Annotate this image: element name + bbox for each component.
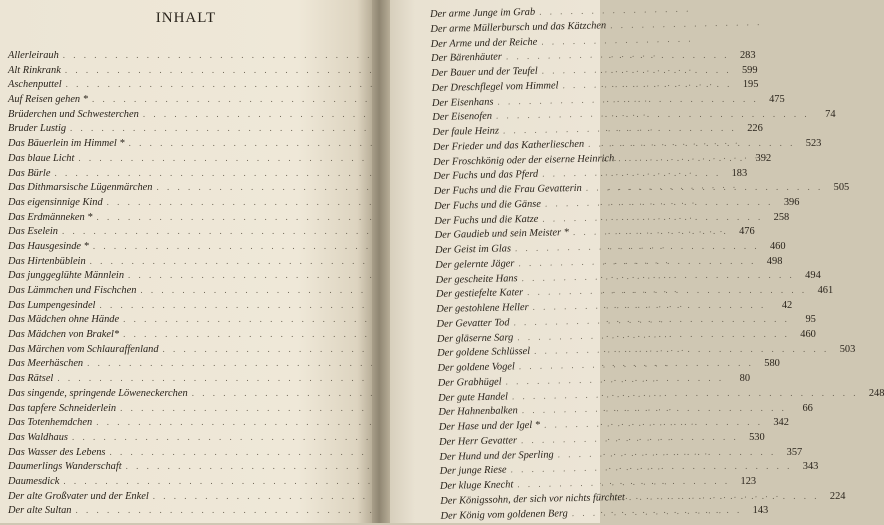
toc-entry-title: Das Hausgesinde * [8,240,89,252]
toc-entry-page: 392 [755,152,772,164]
toc-entry-page: 580 [764,358,780,370]
toc-entry-title: Der Frieder und das Katherlieschen [432,138,585,153]
toc-entry-title: Der alte Sultan [8,505,72,517]
toc-entry-title: Das Wasser des Lebens [8,446,106,458]
toc-entry-title: Der Fuchs und die Frau Gevatterin [433,182,582,197]
dot-leader [505,373,657,386]
toc-entry-page: 343 [802,461,819,473]
toc-entry-title: Das Erdmänneken * [8,211,93,223]
dot-leader [506,48,658,61]
toc-entry-title: Der gelernte Jäger [435,258,515,271]
toc-entry-title: Der gläserne Sarg [436,331,514,345]
dot-leader [541,33,693,46]
dot-leader [517,329,669,342]
dot-leader [512,388,664,401]
toc-entry-page: 503 [839,343,856,355]
dot-leader [572,504,724,517]
toc-entry-title: Das singende, springende Löweneckerchen [8,387,188,399]
toc-entry-title: Der Eisenhans [431,96,494,109]
toc-entry-title: Auf Reisen gehen * [8,94,88,106]
dot-leader [497,93,649,106]
toc-entry-title: Das tapfere Schneiderlein [8,402,117,414]
toc-entry-page: 66 [802,402,813,414]
toc-entry-title: Das Eselein [8,226,58,238]
dot-leader [521,432,673,445]
toc-entry-title: Das Lämmchen und Fischchen [8,285,137,296]
toc-entry-title: Das Lumpengesindel [8,299,96,311]
dot-leader [518,255,670,268]
toc-entry-title: Das Waldhaus [8,431,68,443]
toc-entry-title: Daumesdick [8,475,60,487]
toc-entry-title: Der faule Heinz [432,125,500,138]
toc-entry-title: Der Eisenofen [432,110,493,124]
dot-leader [534,343,686,356]
toc-entry-page: 476 [739,226,755,238]
toc-entry-title: Der Königssohn, der sich vor nichts fürchtet [440,491,626,507]
dot-leader [521,269,673,282]
toc-entry-page: 342 [773,417,789,429]
toc-entry-page: 42 [781,299,793,311]
toc-entry-page: 523 [805,138,822,150]
toc-entry-title: Das Bäuerlein im Himmel * [8,138,125,150]
toc-entry-page: 95 [805,314,816,326]
toc-entry-title: Der Hund und der Sperling [439,449,554,463]
dot-leader [496,108,648,121]
toc-entry-title: Der Arme und der Reiche [430,36,538,50]
toc-entry-title: Das blaue Licht [8,152,75,164]
dot-leader [522,402,674,415]
toc-entry-page: 258 [773,211,790,223]
toc-entry-page: 74 [825,108,836,120]
toc-entry-page: 475 [769,94,785,106]
dot-leader [515,240,667,253]
toc-entry-title: Der Fuchs und die Katze [434,213,539,227]
toc-entry-title: Der Bärenhäuter [430,51,503,65]
toc-entry-page: 248 [868,387,884,399]
toc-entry-title: Der Geist im Glas [434,243,512,256]
dot-leader [519,358,671,371]
dot-leader [539,4,691,17]
toc-entry-title: Das eigensinnige Kind [8,196,103,208]
toc-entry-page: 143 [752,505,769,517]
dot-leader [542,210,694,223]
page-title: INHALT [155,10,217,26]
toc-entry-title: Der Dreschflegel vom Himmel [431,80,559,94]
toc-entry-page: 283 [739,50,756,61]
toc-entry-page: 224 [829,490,846,502]
toc-entry-title: Das Totenhemdchen [8,417,93,429]
toc-entry-page: 460 [769,240,786,252]
toc-entry-title: Der kluge Knecht [439,479,514,492]
toc-entry-page: 599 [741,64,758,76]
toc-entry-page: 123 [740,475,757,487]
book-gutter [372,0,390,523]
toc-entry-page: 80 [739,373,751,385]
toc-entry-page: 460 [800,329,816,341]
toc-entry-title: Aschenputtel [8,79,62,91]
toc-entry-title: Allerleirauh [8,50,59,61]
toc-entry-page: 183 [731,167,748,179]
dot-leader [513,314,665,327]
toc-entry-page: 530 [749,431,765,443]
toc-entry-title: Der Hahnenbalken [438,405,518,419]
toc-entry-title: Bruder Lustig [8,123,67,135]
dot-leader [610,17,762,30]
right-page [390,0,626,523]
dot-leader [503,122,655,135]
dot-leader [517,476,669,489]
toc-entry-title: Das Rätsel [8,373,54,385]
toc-entry-title: Der gestiefelte Kater [435,287,524,301]
toc-entry-title: Der Grabhügel [437,376,502,389]
toc-entry-title: Der goldene Schlüssel [437,346,531,360]
toc-entry-title: Der alte Großvater und der Enkel [8,490,149,502]
toc-entry-title: Der Fuchs und das Pferd [433,169,539,183]
dot-leader [511,461,663,474]
toc-entry-title: Der Gaudieb und sein Meister * [434,227,570,242]
toc-entry-title: Das Dithmarsische Lügenmärchen [8,182,153,194]
toc-entry-title: Das Hirtenbüblein [8,255,86,267]
toc-entry-title: Das Märchen vom Schlauraffenland [8,343,159,355]
dot-leader [542,166,694,179]
toc-entry-title: Der goldene Vogel [437,361,515,374]
toc-entry-page: 396 [783,196,800,208]
toc-entry-title: Der Hase und der Igel * [438,419,541,433]
toc-entry-page: 195 [742,79,759,91]
toc-entry-title: Daumerlings Wanderschaft [8,461,122,473]
dot-leader [533,299,685,312]
toc-entry-page: 357 [786,446,803,458]
toc-entry-title: Der Herr Gevatter [438,435,518,448]
toc-entry-title: Der gute Handel [438,390,509,404]
toc-entry-title: Der gescheite Hans [435,272,518,286]
dot-leader [544,417,696,430]
toc-entry-page: 505 [833,182,850,194]
toc-entry-title: Der Froschkönig oder der eiserne Heinrich [433,152,615,168]
toc-entry-title: Das Meerhäschen [8,358,84,370]
toc-entry-title: Der König vom goldenen Berg [440,507,568,522]
toc-entry-page: 226 [747,123,763,135]
dot-leader [542,62,694,75]
contents-list-right [430,4,681,525]
toc-entry-title: Brüderchen und Schwesterchen [8,108,139,120]
toc-entry-title: Alt Rinkrank [8,64,61,76]
toc-entry-title: Das junggeglühte Männlein [8,270,125,282]
toc-entry-page: 461 [817,285,834,296]
toc-entry-page: 494 [805,270,821,282]
toc-entry-title: Der Gevatter Tod [436,317,510,330]
toc-entry-title: Das Mädchen ohne Hände [8,314,120,326]
dot-leader [558,446,710,459]
toc-entry-title: Der arme Junge im Grab [430,6,536,20]
toc-entry-title: Der Bauer und der Teufel [431,65,538,79]
toc-entry-title: Der junge Riese [439,464,507,478]
dot-leader [527,284,679,297]
toc-entry-title: Das Mädchen von Brakel* [8,329,120,341]
dot-leader [618,149,770,162]
toc-entry-page: 498 [766,255,783,267]
toc-entry-title: Der Fuchs und die Gänse [434,198,542,212]
toc-entry-title: Der gestohlene Heller [436,302,529,315]
toc-entry-title: Der arme Müllerbursch und das Kätzchen [430,20,607,35]
toc-entry-title: Das Bürle [8,167,51,179]
